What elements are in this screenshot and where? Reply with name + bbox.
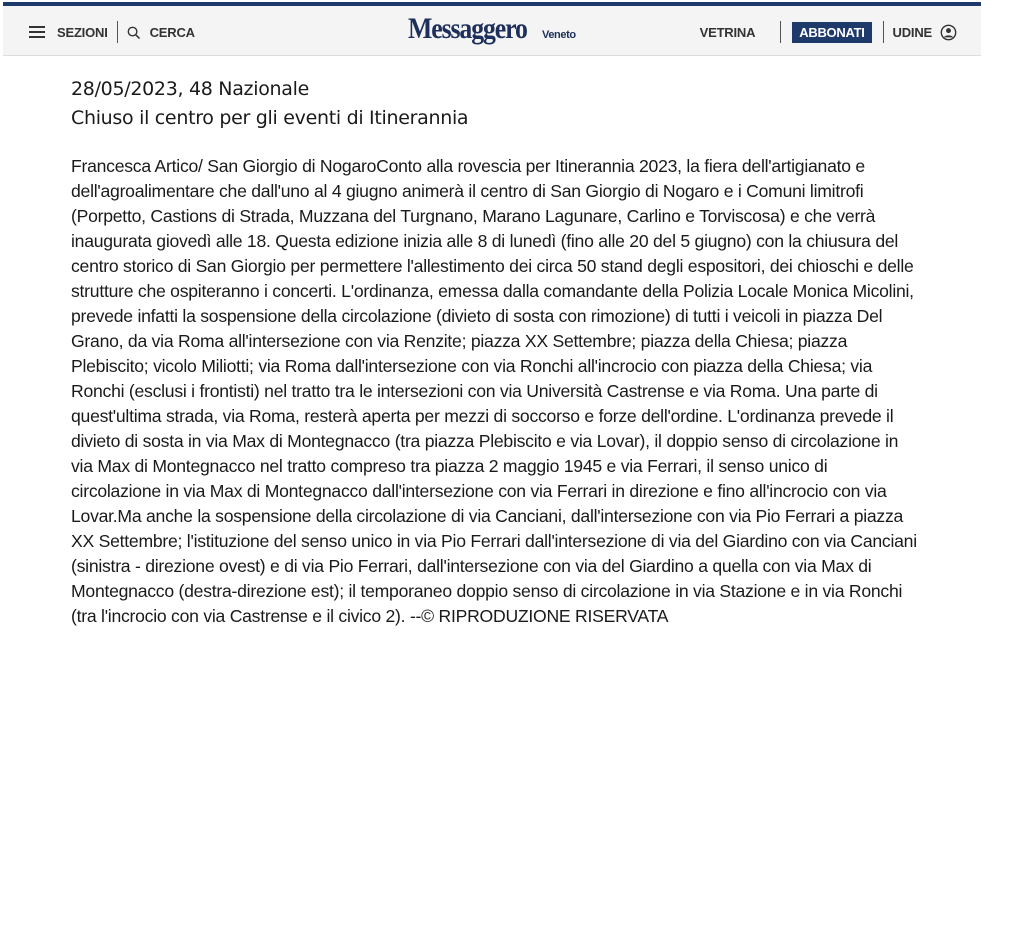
divider xyxy=(117,21,118,43)
article-meta: 28/05/2023, 48 Nazionale xyxy=(71,78,309,100)
site-header xyxy=(3,2,981,56)
subscribe-button[interactable]: ABBONATI xyxy=(792,22,871,43)
sections-menu-link[interactable]: SEZIONI xyxy=(57,24,108,40)
header-nav-right xyxy=(700,19,957,45)
logo-wordmark: Messaggero xyxy=(408,12,527,45)
search-link[interactable]: CERCA xyxy=(149,24,195,40)
divider xyxy=(780,21,781,43)
edition-link[interactable]: UDINE xyxy=(892,24,932,40)
header-nav-left xyxy=(29,19,195,45)
menu-icon[interactable] xyxy=(29,26,45,38)
article-body: Francesca Artico/ San Giorgio di NogaroConto alla rovescia per Itinerannia 2023, la fiera dell'artigianato e dell'agroalimentare che dall'uno al 4 giugno animerà il centro di San Giorgio di Nogaro e i Comuni limitrofi (Porpetto, Castions di Strada, Muzzana del Turgnano, Marano Lagunare, Carlino e Torviscosa) e che verrà inaugurata giovedì alle 18. Questa edizione inizia alle 8 di lunedì (fino alle 20 del 5 giugno) con la chiusura del centro storico di San Giorgio per permettere l'allestimento dei circa 50 stand degli espositori, dei chioschi e delle strutture che ospiteranno i concerti. L'ordinanza, emessa dalla comandante della Polizia Locale Monica Micolini, prevede infatti la sospensione della circolazione (divieto di sosta con rimozione) di tutti i veicoli in piazza Del Grano, da via Roma all'intersezione con via Renzite; piazza XX Settembre; piazza della Chiesa; piazza Plebiscito; vicolo Miliotti; via Roma dall'intersezione con via Ronchi all'incrocio con piazza della Chiesa; via Ronchi (esclusi i frontisti) nel tratto tra le intersezioni con via Università Castrense e via Roma. Una parte di quest'ultima strada, via Roma, resterà aperta per mezzi di soccorso e forze dell'ordine. L'ordinanza prevede il divieto di sosta in via Max di Montegnacco (tra piazza Plebiscito e via Lovar), il doppio senso di circolazione in via Max di Montegnacco nel tratto compreso tra piazza 2 maggio 1945 e via Ferrari, il senso unico di circolazione in via Max di Montegnacco dall'intersezione con via Ferrari in direzione e fino all'incrocio con via Lovar.Ma anche la sospensione della circolazione di via Canciani, dall'intersezione con via Pio Ferrari a piazza XX Settembre; l'istituzione del senso unico in via Pio Ferrari dall'intersezione di via del Giardino con via Canciani (sinistra - direzione ovest) e di via Pio Ferrari, dall'intersezione con via del Giardino a quella con via Max di Montegnacco (destra-direzione est); il temporaneo doppio senso di circolazione in via Stazione e in via Ronchi (tra l'incrocio con via Castrense e il civico 2). --© RIPRODUZIONE RISERVATA xyxy=(71,156,917,626)
site-logo[interactable] xyxy=(408,12,576,48)
search-icon[interactable] xyxy=(127,26,140,39)
divider xyxy=(883,21,884,43)
article-title: Chiuso il centro per gli eventi di Itinerannia xyxy=(71,107,469,129)
article xyxy=(71,75,921,629)
user-icon[interactable] xyxy=(940,24,957,41)
vetrina-link[interactable]: VETRINA xyxy=(699,24,756,40)
logo-edition: Veneto xyxy=(542,29,576,41)
